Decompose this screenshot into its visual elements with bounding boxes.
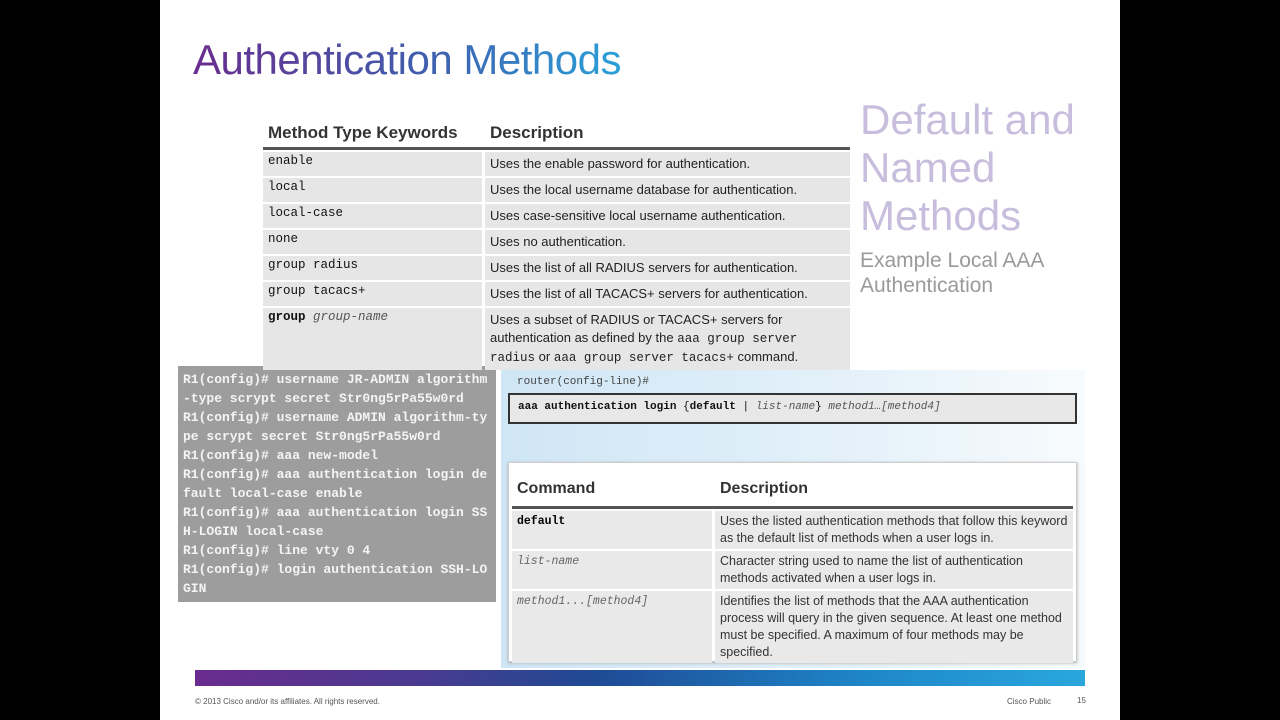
description-cell: Identifies the list of methods that the AAA authentication process will query in the given sequence. At least one method must be specified. A maximum of four methods may be specified. [715, 591, 1073, 663]
desc-text: or [538, 349, 551, 364]
cli-line: R1(config)# login authentication SSH-LOGIN [183, 562, 488, 596]
desc-text: command. [737, 349, 799, 364]
description-cell: Uses case-sensitive local username authentication. [485, 204, 850, 228]
desc-text: Uses a subset of RADIUS or TACACS+ servers for authentication as defined by the [490, 312, 783, 345]
command-table [508, 462, 1077, 662]
syntax-methods: method1…[method4] [828, 401, 941, 413]
keyword-cell [263, 308, 482, 370]
header-command: Command [517, 480, 596, 497]
syntax-panel [501, 370, 1085, 668]
table-row [263, 152, 850, 176]
ghost-cli-block [178, 366, 496, 602]
description-cell: Uses the enable password for authentication. [485, 152, 850, 176]
slide-title: Authentication Methods [193, 36, 621, 83]
command-cell: list-name [512, 551, 712, 589]
description-cell [485, 308, 850, 370]
syntax-pipe: | [742, 401, 750, 413]
description-cell: Character string used to name the list of authentication methods activated when a user logs in. [715, 551, 1073, 589]
cli-prompt: router(config-line)# [517, 376, 650, 388]
keyword-bold: group [268, 310, 306, 324]
cli-line: R1(config)# username JR-ADMIN algorithm-type scrypt secret Str0ng5rPa55w0rd [183, 372, 488, 406]
ghost-subtitle: Example Local AAA Authentication [860, 249, 1044, 297]
ghost-title: Default and Named Methods [860, 96, 1075, 239]
description-cell: Uses the local username database for authentication. [485, 178, 850, 202]
table-row [263, 204, 850, 228]
method-types-table [263, 118, 850, 370]
table-row [263, 178, 850, 202]
header-description: Description [720, 480, 809, 497]
cli-line: R1(config)# aaa authentication login SSH-LOGIN local-case [183, 505, 488, 539]
keyword-cell: none [263, 230, 482, 254]
command-cell: method1...[method4] [512, 591, 712, 663]
cli-line: R1(config)# line vty 0 4 [183, 543, 371, 558]
ghost-heading-group [860, 96, 1110, 298]
table-row [512, 551, 1073, 589]
cli-line: R1(config)# aaa new-model [183, 448, 379, 463]
table-row [512, 511, 1073, 549]
keyword-cell: local-case [263, 204, 482, 228]
keyword-cell: local [263, 178, 482, 202]
copyright: © 2013 Cisco and/or its affiliates. All rights reserved. [195, 697, 380, 706]
syntax-brace: { [683, 401, 690, 413]
table-row [263, 256, 850, 280]
desc-command: aaa group server radius [490, 332, 798, 365]
footer-gradient-bar [195, 670, 1085, 686]
page-number: 15 [1077, 696, 1086, 705]
keyword-italic: group-name [313, 310, 389, 324]
table-header [512, 463, 1073, 509]
description-cell: Uses the list of all TACACS+ servers for authentication. [485, 282, 850, 306]
header-description: Description [490, 122, 584, 142]
header-keywords: Method Type Keywords [268, 122, 458, 142]
description-cell: Uses no authentication. [485, 230, 850, 254]
table-row [512, 591, 1073, 663]
syntax-default: default [689, 401, 736, 413]
cli-line: R1(config)# aaa authentication login default local-case enable [183, 467, 488, 501]
desc-command: aaa group server tacacs+ [553, 351, 734, 365]
table-row [263, 230, 850, 254]
table-header [263, 118, 850, 150]
table-row [263, 308, 850, 370]
command-cell: default [512, 511, 712, 549]
keyword-cell: group tacacs+ [263, 282, 482, 306]
cli-line: R1(config)# username ADMIN algorithm-type scrypt secret Str0ng5rPa55w0rd [183, 410, 488, 444]
table-row [263, 282, 850, 306]
keyword-cell: group radius [263, 256, 482, 280]
syntax-brace: } [815, 401, 822, 413]
slide [160, 0, 1120, 720]
description-cell: Uses the list of all RADIUS servers for authentication. [485, 256, 850, 280]
description-cell: Uses the listed authentication methods that follow this keyword as the default list of methods when a user logs in. [715, 511, 1073, 549]
classification: Cisco Public [1007, 697, 1052, 706]
keyword-cell: enable [263, 152, 482, 176]
syntax-list-name: list-name [755, 401, 816, 413]
command-syntax-box [508, 393, 1077, 424]
syntax-cmd: aaa authentication login [518, 401, 677, 413]
